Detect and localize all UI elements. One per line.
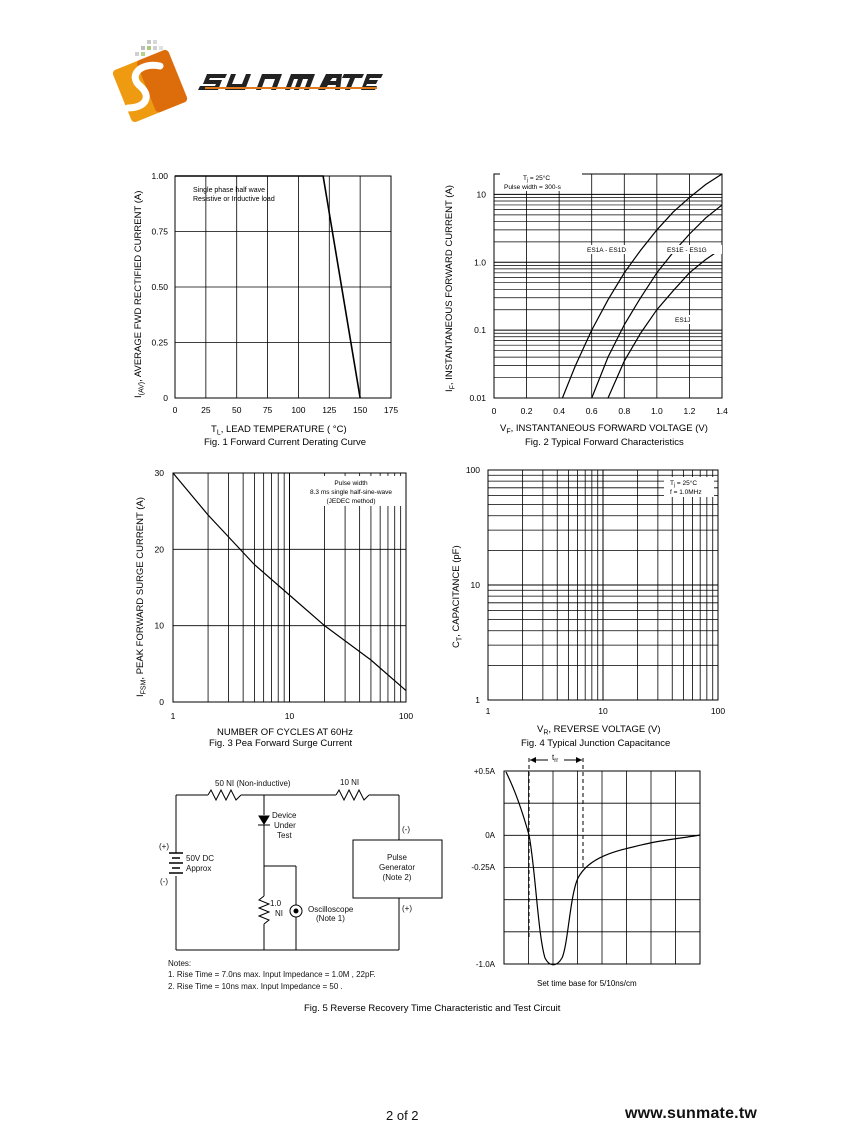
fig3-note-line1: Pulse width [334,480,368,487]
fig2-note-line2: Pulse width = 300-s [504,184,561,191]
res2-label: 10 NI [340,778,360,787]
wave-y-tick: +0.5A [473,767,495,776]
fig2-x-tick: 0.2 [520,406,533,416]
fig2-x-tick: 1.2 [683,406,696,416]
fig2-note-line1: $T_j = 25^\circ C$ [523,175,551,184]
fig1-grid [175,176,391,398]
fig3-y-tick: 10 [154,620,164,631]
fig2-y-tick: 0.1 [474,325,486,336]
fig4-x-tick: 10 [598,706,608,716]
notes-title: Notes: [168,959,192,968]
fig4-x-tick-labels [486,706,726,716]
website-url: www.sunmate.tw [625,1105,758,1122]
fig2-y-tick-labels [469,189,486,403]
fig2-y-axis-label: $I_F$, INSTANTANEOUS FORWARD CURRENT (A) [444,185,457,392]
page-number: 2 of 2 [386,1108,419,1123]
resistor-50-ohm [208,790,241,800]
fig2-x-axis-label: $V_F$, INSTANTANEOUS FORWARD VOLTAGE (V) [500,423,708,436]
fig2-curve-label-1: ES1A - ES1D [587,247,627,254]
fig2-curves [562,174,722,398]
fig3-y-tick: 0 [159,697,164,707]
fig3-x-tick-labels [171,711,414,721]
fig2-y-tick: 0.01 [469,393,486,403]
fig2-x-tick: 0.6 [585,406,598,416]
fig5-circuit-labels [159,778,415,991]
trr-label: $t_{rr}$ [552,753,559,764]
fig1-x-tick: 150 [353,405,368,415]
fig5-caption: Fig. 5 Reverse Recovery Time Characteristic and Test Circuit [304,1003,561,1014]
fig2-x-tick-labels [492,406,729,416]
fig4-y-tick: 1 [475,695,480,705]
fig1-y-tick: 0 [163,393,168,403]
fig2-caption: Fig. 2 Typical Forward Characteristics [525,437,684,448]
fig2-curve-1 [562,174,722,398]
wave-y-tick: 0A [485,831,495,840]
dut-line1: Device [272,811,297,820]
fig5-recovery-waveform [471,752,700,988]
fig1-x-tick: 0 [172,405,178,415]
fig3-y-tick: 20 [154,544,164,555]
source-label-line1: 50V DC [186,854,215,863]
fig4-grid [488,470,718,700]
fig4-y-axis-label: $C_T$, CAPACITANCE (pF) [451,545,464,648]
fig4-x-tick: 100 [710,706,726,716]
fig3-x-tick: 100 [398,711,414,721]
fig2-grid [494,174,722,398]
fig1-x-tick: 125 [322,405,337,415]
fig3-x-axis-label: NUMBER OF CYCLES AT 60Hz [217,727,353,738]
fig1-x-tick: 75 [262,405,273,415]
pulse-line3: (Note 2) [382,873,412,882]
fig4-y-tick: 100 [465,465,480,475]
fig3-surge-current-chart [135,468,413,749]
sunmate-logo [0,0,383,123]
fig1-caption: Fig. 1 Forward Current Derating Curve [204,437,367,448]
fig1-y-tick: 0.50 [151,282,168,292]
fig2-x-tick: 0 [491,406,497,416]
wave-y-tick: -0.25A [471,863,495,872]
fig3-x-tick: 10 [284,711,295,721]
fig2-forward-characteristics-chart [444,173,728,448]
res3-line2: NI [275,909,283,918]
fig4-caption: Fig. 4 Typical Junction Capacitance [521,738,671,749]
fig1-x-tick: 175 [383,405,399,415]
fig3-note-line3: (JEDEC method) [326,498,376,505]
fig1-y-tick: 0.25 [151,337,168,348]
fig1-x-axis-label: $T_L$, LEAD TEMPERATURE ( °C) [211,424,347,437]
fig2-x-tick: 1.0 [650,406,663,416]
fig1-x-tick: 100 [291,405,306,415]
resistor-1-ohm [259,896,269,924]
fig2-curve-label-2: ES1E - ES1G [667,247,707,254]
fig3-y-tick-labels [155,468,165,707]
fig1-y-tick: 1.00 [151,171,168,181]
dut-line2: Under [274,821,296,830]
fig3-grid [173,473,406,702]
source-minus-label: (-) [160,877,168,886]
fig2-x-tick: 0.4 [553,406,566,416]
wave-caption: Set time base for 5/10ns/cm [537,979,637,988]
fig1-derating-chart [133,171,398,448]
note-2: 2. Rise Time = 10ns max. Input Impedance = 50 . [168,982,343,991]
fig2-x-tick: 0.8 [618,406,631,416]
fig1-y-axis-label: $I_{(AV)}$, AVERAGE FWD RECTIFIED CURRENT (A) [133,190,146,398]
scope-line1: Oscilloscope [308,905,354,914]
resistor-10-ohm [336,790,369,800]
wave-y-tick-labels [471,767,495,969]
fig4-capacitance-chart [451,465,725,749]
fig1-x-tick: 25 [201,405,211,415]
brand-name: SUNMATE [0,0,5,1]
logo-wordmark [198,74,383,90]
fig2-y-tick: 1.0 [474,257,486,268]
fig1-note-line1: Single phase half wave [193,187,265,194]
wave-y-tick: -1.0A [475,960,495,969]
fig4-x-tick: 1 [485,706,491,716]
fig3-y-axis-label: $I_{FSM}$, PEAK FORWARD SURGE CURRENT (A) [135,497,148,697]
fig1-x-tick: 50 [231,405,242,415]
fig2-curve-label-3: ES1J [675,317,691,324]
fig4-y-tick-labels [466,465,480,705]
pulse-minus-label: (-) [402,825,410,834]
dut-line3: Test [277,831,292,840]
fig4-y-tick: 10 [470,580,480,590]
fig3-caption: Fig. 3 Pea Forward Surge Current [209,738,353,749]
source-label-line2: Approx [186,864,212,873]
fig3-x-tick: 1 [170,711,176,721]
scope-line2: (Note 1) [316,914,345,923]
fig4-note-line1: $T_j = 25^\circ C$ [670,480,698,489]
note-1: 1. Rise Time = 7.0ns max. Input Impedance = 1.0M , 22pF. [168,970,376,979]
res1-label: 50 NI (Non-inductive) [215,779,291,788]
fig4-x-axis-label: $V_R$, REVERSE VOLTAGE (V) [537,724,661,737]
fig1-y-tick: 0.75 [151,226,168,237]
source-plus-label: (+) [159,842,169,851]
fig4-note-line2: f = 1.0MHz [670,489,702,496]
pulse-line1: Pulse [386,853,408,862]
fig1-note-line2: Resistive or Inductive load [193,196,275,203]
fig2-y-tick: 10 [476,189,486,200]
res3-line1: 1.0 [270,899,282,908]
diode-symbol [259,816,269,824]
fig1-x-tick-labels [173,405,399,415]
fig2-plot-frame [494,174,722,398]
fig3-note-line2: 8.3 ms single half-sine-wave [309,489,393,496]
logo-emblem [112,49,189,123]
fig3-y-tick: 30 [154,468,164,478]
pulse-line2: Generator [378,863,416,872]
fig1-y-tick-labels [151,171,168,403]
recovery-curve [506,772,700,965]
pulse-plus-label: (+) [402,904,412,913]
fig2-x-tick: 1.4 [716,406,728,416]
